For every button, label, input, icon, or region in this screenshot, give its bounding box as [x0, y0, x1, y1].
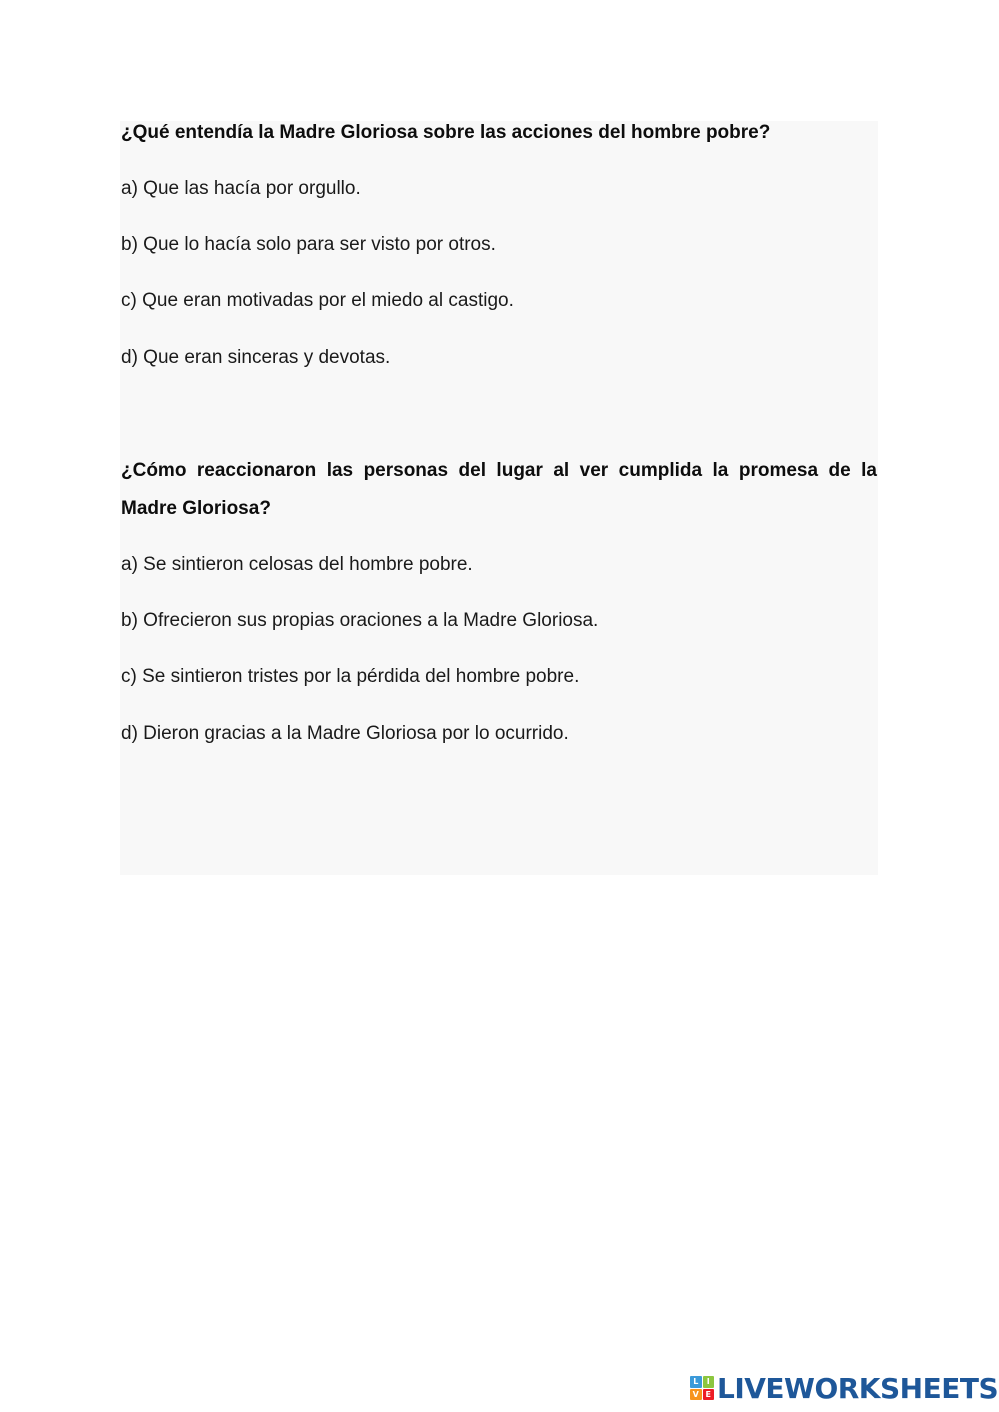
question-1-option-d[interactable]: d) Que eran sinceras y devotas. — [121, 347, 391, 368]
question-1-option-c[interactable]: c) Que eran motivadas por el miedo al castigo. — [121, 290, 514, 311]
question-2-text-line-1: ¿Cómo reaccionaron las personas del lugar al ver cumplida la promesa de la — [121, 460, 877, 481]
liveworksheets-wordmark: LIVEWORKSHEETS — [717, 1371, 999, 1405]
question-1-option-a[interactable]: a) Que las hacía por orgullo. — [121, 178, 361, 199]
question-2-option-b[interactable]: b) Ofrecieron sus propias oraciones a la Madre Gloriosa. — [121, 610, 599, 631]
question-2-option-c[interactable]: c) Se sintieron tristes por la pérdida del hombre pobre. — [121, 666, 580, 687]
question-1-option-b[interactable]: b) Que lo hacía solo para ser visto por otros. — [121, 234, 496, 255]
liveworksheets-mark-icon: L I V E — [690, 1376, 714, 1400]
liveworksheets-logo — [690, 1372, 998, 1404]
question-2-option-d[interactable]: d) Dieron gracias a la Madre Gloriosa por lo ocurrido. — [121, 723, 569, 744]
question-1-text: ¿Qué entendía la Madre Gloriosa sobre las acciones del hombre pobre? — [121, 122, 771, 143]
question-2-option-a[interactable]: a) Se sintieron celosas del hombre pobre. — [121, 554, 473, 575]
question-2-text-line-2: Madre Gloriosa? — [121, 498, 271, 519]
